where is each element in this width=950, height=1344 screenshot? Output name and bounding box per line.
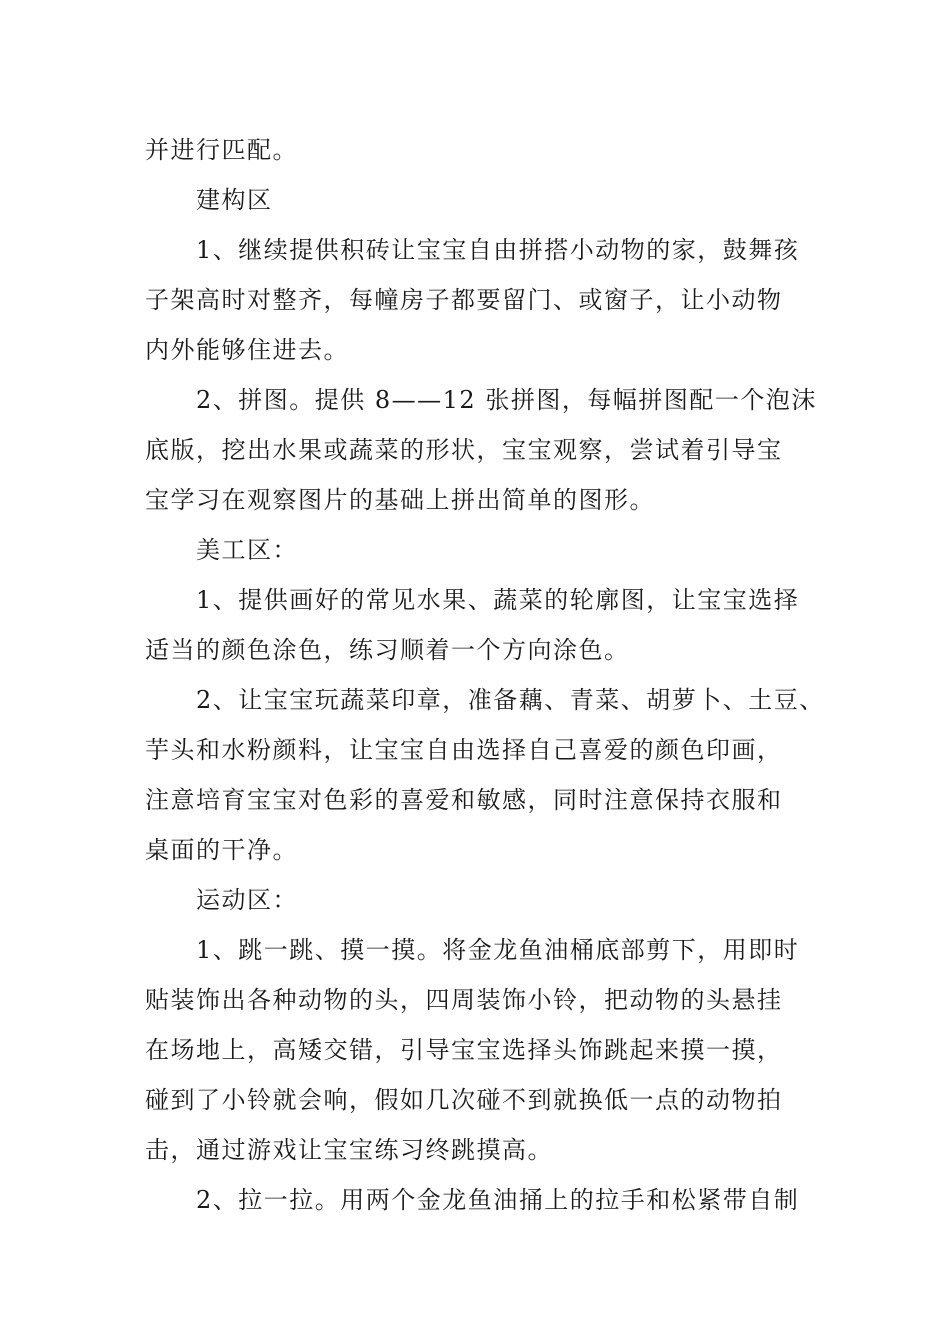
section-heading-sports: 运动区： [196,886,298,914]
text-line: 1、跳一跳、摸一摸。将金龙鱼油桶底部剪下，用即时 [196,936,800,964]
text-line: 击，通过游戏让宝宝练习终跳摸高。 [145,1136,553,1164]
text-line: 桌面的干净。 [145,836,298,864]
text-line: 并进行匹配。 [145,136,298,164]
text-line: 适当的颜色涂色，练习顺着一个方向涂色。 [145,636,630,664]
text-line: 宝学习在观察图片的基础上拼出简单的图形。 [145,486,655,514]
text-line: 芋头和水粉颜料，让宝宝自由选择自己喜爱的颜色印画， [145,736,783,764]
text-line: 1、继续提供积砖让宝宝自由拼搭小动物的家，鼓舞孩 [196,236,800,264]
text-line: 2、让宝宝玩蔬菜印章，准备藕、青菜、胡萝卜、土豆、 [196,686,825,714]
text-line: 子架高时对整齐，每幢房子都要留门、或窗子，让小动物 [145,286,783,314]
text-line: 在场地上，高矮交错，引导宝宝选择头饰跳起来摸一摸， [145,1036,783,1064]
text-line: 1、提供画好的常见水果、蔬菜的轮廓图，让宝宝选择 [196,586,800,614]
text-line: 注意培育宝宝对色彩的喜爱和敏感，同时注意保持衣服和 [145,786,783,814]
text-line: 贴装饰出各种动物的头，四周装饰小铃，把动物的头悬挂 [145,986,783,1014]
text-line: 2、拼图。提供 8——12 张拼图，每幅拼图配一个泡沫 [196,386,817,414]
text-line: 底版，挖出水果或蔬菜的形状，宝宝观察，尝试着引导宝 [145,436,783,464]
text-line: 2、拉一拉。用两个金龙鱼油捅上的拉手和松紧带自制 [196,1186,800,1214]
text-line: 内外能够住进去。 [145,336,349,364]
section-heading-construction: 建构区 [196,186,273,214]
section-heading-art: 美工区： [196,536,298,564]
text-line: 碰到了小铃就会响，假如几次碰不到就换低一点的动物拍 [145,1086,783,1114]
